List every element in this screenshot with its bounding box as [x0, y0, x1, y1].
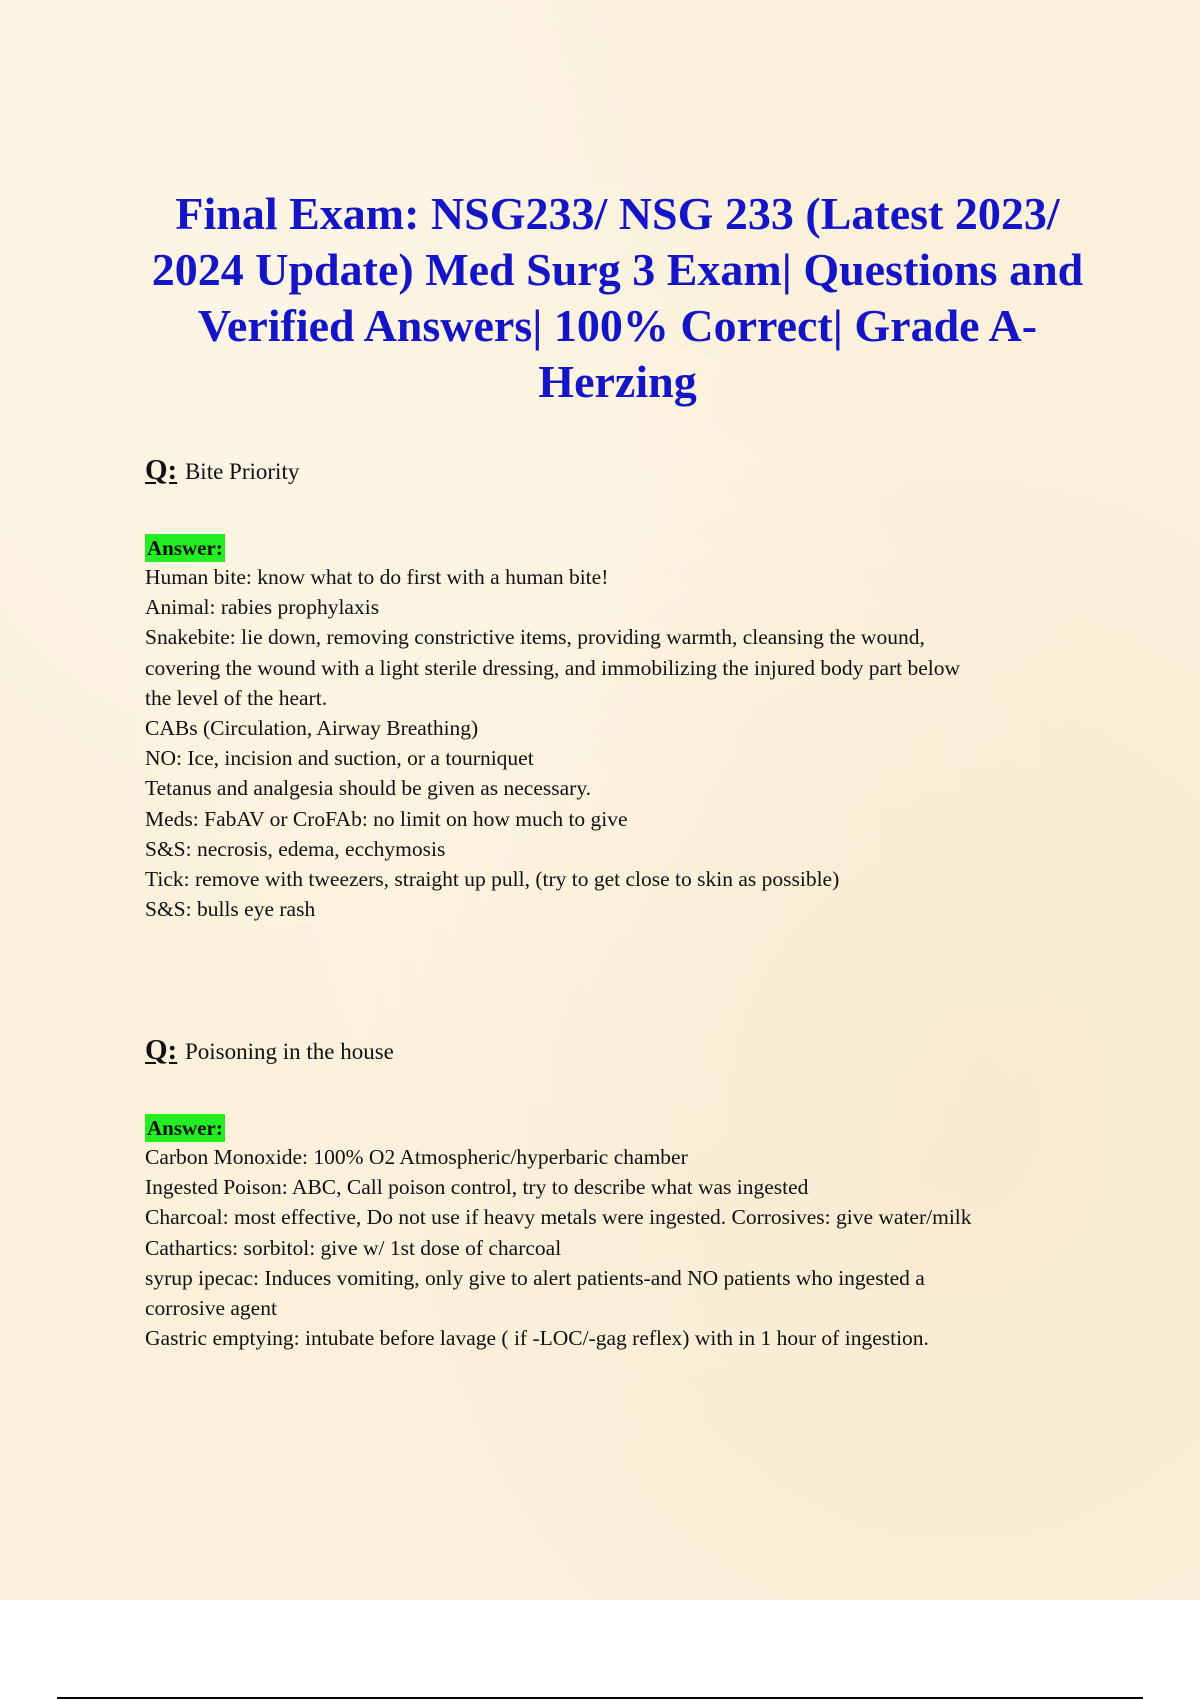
qa-block	[145, 1030, 1105, 1353]
answer-line: S&S: necrosis, edema, ecchymosis	[145, 836, 446, 861]
question-line	[145, 1030, 1105, 1072]
answer-lines	[145, 1142, 1105, 1353]
answer-line: CABs (Circulation, Airway Breathing)	[145, 716, 479, 741]
answer-line: Animal: rabies prophylaxis	[145, 595, 380, 620]
footer-divider	[57, 1697, 1143, 1699]
answer-line: Cathartics: sorbitol: give w/ 1st dose of charcoal	[145, 1235, 562, 1260]
answer-label: Answer:	[147, 536, 223, 560]
answer-line: S&S: bulls eye rash	[145, 897, 316, 922]
answer-line: NO: Ice, incision and suction, or a tourniquet	[145, 746, 534, 771]
question-prefix: Q:	[145, 1034, 178, 1066]
document-title: Final Exam: NSG233/ NSG 233 (Latest 2023/ 2024 Update) Med Surg 3 Exam| Questions and Verified Answers| 100% Correct| Grade A- Herzing	[151, 188, 1084, 407]
answer-line: syrup ipecac: Induces vomiting, only give to alert patients-and NO patients who ingested a	[145, 1265, 925, 1290]
answer-line: Gastric emptying: intubate before lavage ( if -LOC/-gag reflex) with in 1 hour of ingestion.	[145, 1326, 929, 1351]
answer-line: Tick: remove with tweezers, straight up pull, (try to get close to skin as possible)	[145, 867, 840, 892]
answer-line: Meds: FabAV or CroFAb: no limit on how much to give	[145, 806, 628, 831]
answer-line: Ingested Poison: ABC, Call poison control, try to describe what was ingested	[145, 1175, 809, 1200]
answer-line: covering the wound with a light sterile dressing, and immobilizing the injured body part below	[145, 655, 961, 680]
question-text: Bite Priority	[184, 459, 300, 484]
answer-label: Answer:	[147, 1116, 223, 1140]
question-text: Poisoning in the house	[184, 1039, 394, 1064]
answer-line: the level of the heart.	[145, 685, 328, 710]
question-line	[145, 450, 1105, 492]
answer-line: corrosive agent	[145, 1296, 277, 1321]
answer-line: Human bite: know what to do first with a human bite!	[145, 565, 609, 589]
answer-line: Charcoal: most effective, Do not use if heavy metals were ingested. Corrosives: give water/milk	[145, 1205, 972, 1230]
answer-line: Carbon Monoxide: 100% O2 Atmospheric/hyperbaric chamber	[145, 1145, 688, 1169]
answer-line: Tetanus and analgesia should be given as necessary.	[145, 776, 592, 801]
answer-lines	[145, 562, 1105, 924]
qa-block	[145, 450, 1105, 924]
answer-line: Snakebite: lie down, removing constrictive items, providing warmth, cleansing the wound,	[145, 625, 925, 650]
question-prefix: Q:	[145, 454, 178, 486]
